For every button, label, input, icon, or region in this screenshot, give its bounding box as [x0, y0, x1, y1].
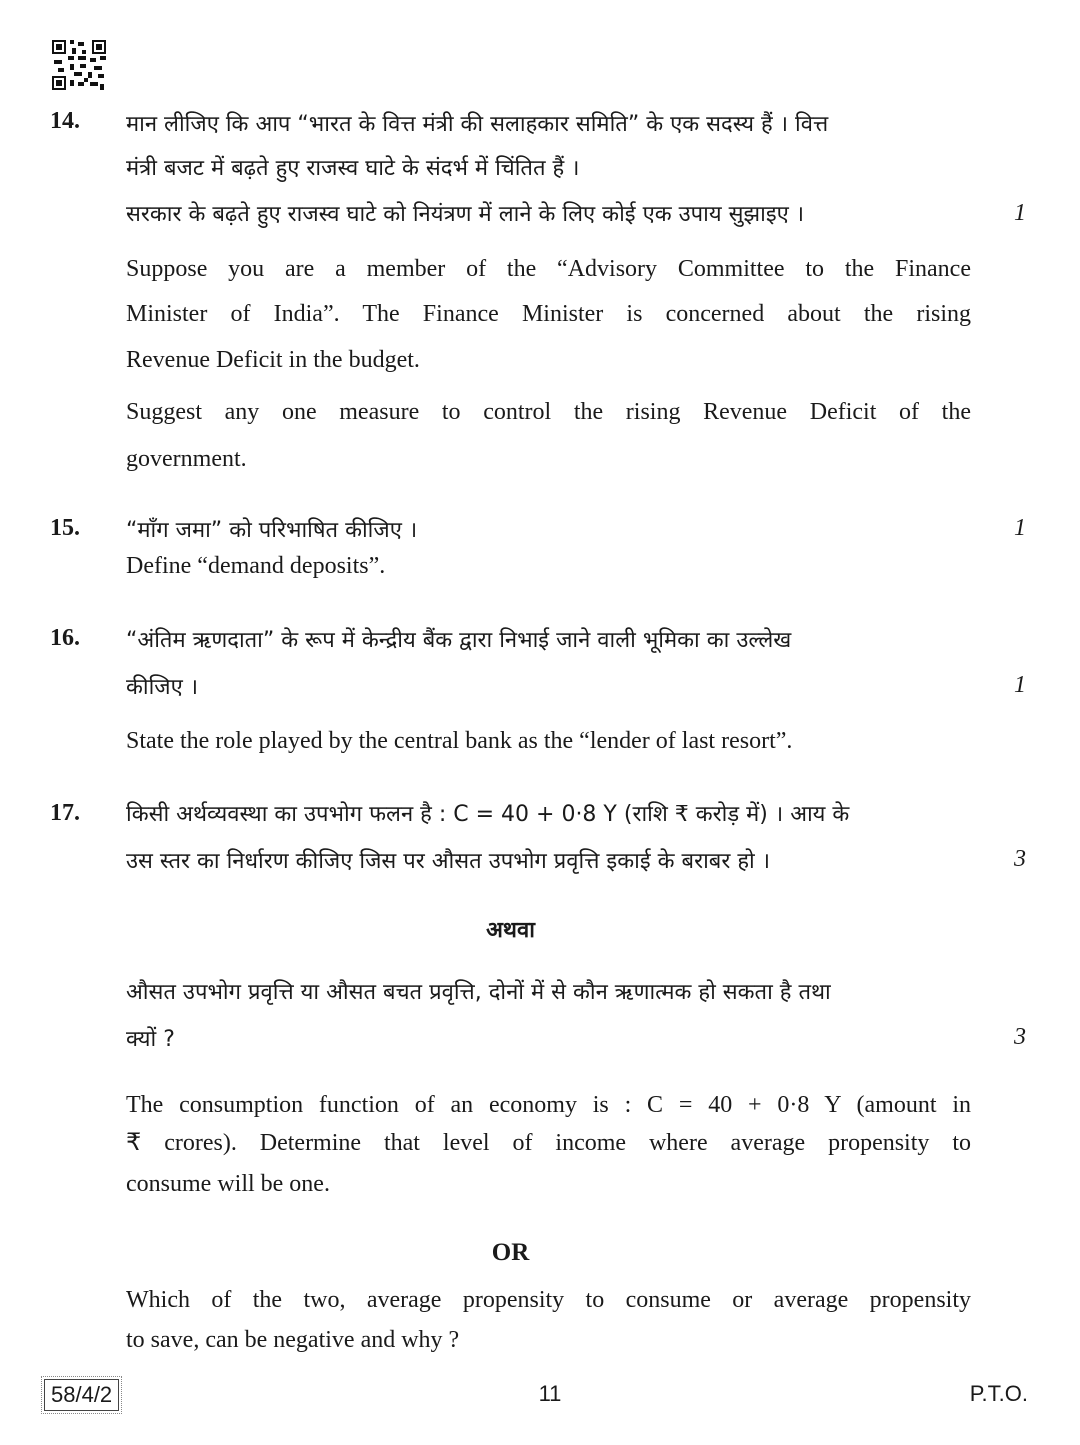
- q17-hindi-line-1: किसी अर्थव्यवस्था का उपभोग फलन है : C = 40 + 0·8 Y (राशि ₹ करोड़ में) । आय के: [126, 802, 850, 827]
- q14-english-line-3: Revenue Deficit in the budget.: [126, 347, 420, 373]
- q17-alt-english-line-2: to save, can be negative and why ?: [126, 1327, 460, 1353]
- q16-hindi-line-1: “अंतिम ऋणदाता” के रूप में केन्द्रीय बैंक द्वारा निभाई जाने वाली भूमिका का उल्लेख: [126, 628, 792, 653]
- q17-or-english: OR: [491, 1239, 530, 1266]
- q15-english-line-1: Define “demand deposits”.: [126, 553, 386, 579]
- q14-hindi-line-3: सरकार के बढ़ते हुए राजस्व घाटे को नियंत्रण में लाने के लिए कोई एक उपाय सुझाइए ।: [126, 202, 805, 227]
- q17-alt-hindi-line-2: क्यों ?: [126, 1027, 175, 1052]
- q15-hindi-line-1: “माँग जमा” को परिभाषित कीजिए ।: [126, 518, 418, 543]
- page-number: 11: [538, 1381, 562, 1406]
- q14-hindi-line-2: मंत्री बजट में बढ़ते हुए राजस्व घाटे के संदर्भ में चिंतित हैं ।: [126, 156, 580, 181]
- q17-english-line-2: ₹ crores). Determine that level of income where average propensity to: [126, 1130, 971, 1156]
- q17-hindi-line-2: उस स्तर का निर्धारण कीजिए जिस पर औसत उपभोग प्रवृत्ति इकाई के बराबर हो ।: [126, 849, 771, 874]
- q14-english-line-2: Minister of India”. The Finance Minister is concerned about the rising: [126, 301, 971, 327]
- qr-code-icon: [52, 40, 106, 90]
- q14-hindi-line-1: मान लीजिए कि आप “भारत के वित्त मंत्री की सलाहकार समिति” के एक सदस्य हैं । वित्त: [126, 112, 829, 137]
- question-number-15: 15.: [50, 515, 80, 541]
- q16-hindi-line-2: कीजिए ।: [126, 675, 199, 700]
- q14-marks: 1: [1014, 200, 1026, 226]
- q17-alt-hindi-line-1: औसत उपभोग प्रवृत्ति या औसत बचत प्रवृत्ति, दोनों में से कौन ऋणात्मक हो सकता है तथा: [126, 980, 831, 1005]
- q17-english-line-3: consume will be one.: [126, 1171, 330, 1197]
- q14-english-line-1: Suppose you are a member of the “Advisory Committee to the Finance: [126, 256, 971, 282]
- q17-marks: 3: [1014, 846, 1026, 872]
- question-number-16: 16.: [50, 625, 80, 651]
- q15-marks: 1: [1014, 515, 1026, 541]
- q14-english-line-4: Suggest any one measure to control the rising Revenue Deficit of the: [126, 399, 971, 425]
- question-number-14: 14.: [50, 108, 80, 134]
- q17-english-line-1: The consumption function of an economy is : C = 40 + 0·8 Y (amount in: [126, 1092, 971, 1118]
- paper-code-badge: 58/4/2: [44, 1379, 119, 1411]
- question-number-17: 17.: [50, 800, 80, 826]
- q17-or-hindi: अथवा: [486, 918, 535, 943]
- q16-marks: 1: [1014, 672, 1026, 698]
- q17-alt-english-line-1: Which of the two, average propensity to consume or average propensity: [126, 1287, 971, 1313]
- please-turn-over: P.T.O.: [969, 1381, 1028, 1406]
- q17-alt-marks: 3: [1014, 1024, 1026, 1050]
- q14-english-line-5: government.: [126, 446, 247, 472]
- q16-english-line-1: State the role played by the central bank as the “lender of last resort”.: [126, 728, 793, 754]
